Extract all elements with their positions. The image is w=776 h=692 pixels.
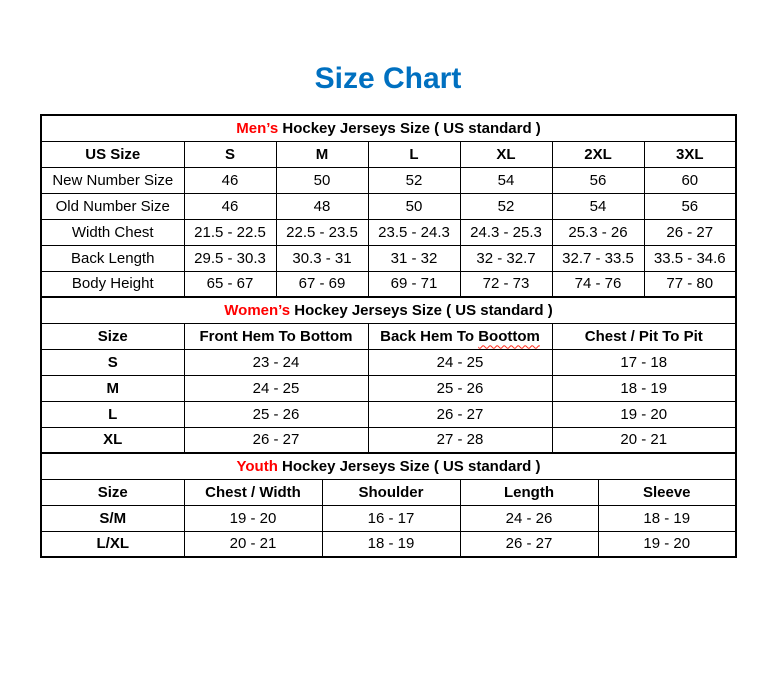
womens-header-row bbox=[41, 323, 736, 349]
table-row bbox=[41, 375, 736, 401]
size-chart bbox=[40, 114, 735, 558]
data-cell: 19 - 20 bbox=[598, 531, 736, 557]
data-cell: 67 - 69 bbox=[276, 271, 368, 297]
data-cell: 24.3 - 25.3 bbox=[460, 219, 552, 245]
data-cell: 69 - 71 bbox=[368, 271, 460, 297]
data-cell: 23.5 - 24.3 bbox=[368, 219, 460, 245]
table-row bbox=[41, 531, 736, 557]
row-label-width-chest: Width Chest bbox=[41, 219, 184, 245]
column-header-l: L bbox=[368, 141, 460, 167]
table-row bbox=[41, 505, 736, 531]
data-cell: 50 bbox=[276, 167, 368, 193]
data-cell: 54 bbox=[460, 167, 552, 193]
youth-band-keyword: Youth bbox=[236, 457, 278, 475]
row-label-old-number-size: Old Number Size bbox=[41, 193, 184, 219]
data-cell: 23 - 24 bbox=[184, 349, 368, 375]
data-cell: 46 bbox=[184, 167, 276, 193]
womens-band-row bbox=[41, 297, 736, 323]
column-header-back-hem bbox=[368, 323, 552, 349]
table-row bbox=[41, 245, 736, 271]
data-cell: 17 - 18 bbox=[552, 349, 736, 375]
table-row bbox=[41, 349, 736, 375]
data-cell: 56 bbox=[644, 193, 736, 219]
row-label-s: S bbox=[41, 349, 184, 375]
row-label-xl: XL bbox=[41, 427, 184, 453]
data-cell: 30.3 - 31 bbox=[276, 245, 368, 271]
data-cell: 29.5 - 30.3 bbox=[184, 245, 276, 271]
data-cell: 18 - 19 bbox=[598, 505, 736, 531]
data-cell: 65 - 67 bbox=[184, 271, 276, 297]
data-cell: 26 - 27 bbox=[184, 427, 368, 453]
column-header-shoulder: Shoulder bbox=[322, 479, 460, 505]
row-label-lxl: L/XL bbox=[41, 531, 184, 557]
data-cell: 19 - 20 bbox=[184, 505, 322, 531]
mens-band-text: Hockey Jerseys Size ( US standard ) bbox=[278, 119, 541, 137]
data-cell: 25 - 26 bbox=[368, 375, 552, 401]
womens-band-text: Hockey Jerseys Size ( US standard ) bbox=[290, 301, 553, 319]
data-cell: 25.3 - 26 bbox=[552, 219, 644, 245]
youth-band-row bbox=[41, 453, 736, 479]
data-cell: 20 - 21 bbox=[552, 427, 736, 453]
data-cell: 16 - 17 bbox=[322, 505, 460, 531]
data-cell: 52 bbox=[368, 167, 460, 193]
column-header-m: M bbox=[276, 141, 368, 167]
data-cell: 18 - 19 bbox=[552, 375, 736, 401]
data-cell: 19 - 20 bbox=[552, 401, 736, 427]
data-cell: 72 - 73 bbox=[460, 271, 552, 297]
data-cell: 24 - 25 bbox=[184, 375, 368, 401]
data-cell: 77 - 80 bbox=[644, 271, 736, 297]
column-header-length: Length bbox=[460, 479, 598, 505]
column-header-chest-pit: Chest / Pit To Pit bbox=[552, 323, 736, 349]
row-label-l: L bbox=[41, 401, 184, 427]
data-cell: 27 - 28 bbox=[368, 427, 552, 453]
row-label-body-height: Body Height bbox=[41, 271, 184, 297]
column-header-front-hem: Front Hem To Bottom bbox=[184, 323, 368, 349]
data-cell: 54 bbox=[552, 193, 644, 219]
data-cell: 20 - 21 bbox=[184, 531, 322, 557]
back-hem-misspelled-word: Boottom bbox=[478, 327, 540, 345]
data-cell: 21.5 - 22.5 bbox=[184, 219, 276, 245]
womens-band-keyword: Women’s bbox=[224, 301, 291, 319]
row-label-sm: S/M bbox=[41, 505, 184, 531]
data-cell: 46 bbox=[184, 193, 276, 219]
data-cell: 60 bbox=[644, 167, 736, 193]
row-label-new-number-size: New Number Size bbox=[41, 167, 184, 193]
column-header-3xl: 3XL bbox=[644, 141, 736, 167]
womens-size-table bbox=[40, 296, 737, 454]
mens-band-keyword: Men’s bbox=[236, 119, 279, 137]
youth-header-row bbox=[41, 479, 736, 505]
data-cell: 48 bbox=[276, 193, 368, 219]
back-hem-text: Back Hem To bbox=[380, 327, 479, 345]
data-cell: 33.5 - 34.6 bbox=[644, 245, 736, 271]
row-label-back-length: Back Length bbox=[41, 245, 184, 271]
data-cell: 52 bbox=[460, 193, 552, 219]
table-row bbox=[41, 401, 736, 427]
data-cell: 74 - 76 bbox=[552, 271, 644, 297]
column-header-size: Size bbox=[41, 479, 184, 505]
table-row bbox=[41, 219, 736, 245]
data-cell: 50 bbox=[368, 193, 460, 219]
table-row bbox=[41, 167, 736, 193]
mens-header-row bbox=[41, 141, 736, 167]
column-header-size: Size bbox=[41, 323, 184, 349]
data-cell: 56 bbox=[552, 167, 644, 193]
data-cell: 22.5 - 23.5 bbox=[276, 219, 368, 245]
table-row bbox=[41, 271, 736, 297]
data-cell: 25 - 26 bbox=[184, 401, 368, 427]
table-row bbox=[41, 193, 736, 219]
data-cell: 24 - 25 bbox=[368, 349, 552, 375]
column-header-xl: XL bbox=[460, 141, 552, 167]
data-cell: 26 - 27 bbox=[460, 531, 598, 557]
column-header-2xl: 2XL bbox=[552, 141, 644, 167]
mens-section-band bbox=[41, 115, 736, 141]
mens-size-table bbox=[40, 114, 737, 298]
data-cell: 26 - 27 bbox=[644, 219, 736, 245]
youth-section-band bbox=[41, 453, 736, 479]
womens-section-band bbox=[41, 297, 736, 323]
mens-band-row bbox=[41, 115, 736, 141]
data-cell: 32 - 32.7 bbox=[460, 245, 552, 271]
data-cell: 32.7 - 33.5 bbox=[552, 245, 644, 271]
youth-size-table bbox=[40, 452, 737, 558]
data-cell: 26 - 27 bbox=[368, 401, 552, 427]
column-header-chest-width: Chest / Width bbox=[184, 479, 322, 505]
data-cell: 31 - 32 bbox=[368, 245, 460, 271]
youth-band-text: Hockey Jerseys Size ( US standard ) bbox=[277, 457, 541, 475]
row-label-m: M bbox=[41, 375, 184, 401]
column-header-us-size: US Size bbox=[41, 141, 184, 167]
table-row bbox=[41, 427, 736, 453]
page-title: Size Chart bbox=[314, 62, 462, 95]
column-header-s: S bbox=[184, 141, 276, 167]
column-header-sleeve: Sleeve bbox=[598, 479, 736, 505]
data-cell: 24 - 26 bbox=[460, 505, 598, 531]
data-cell: 18 - 19 bbox=[322, 531, 460, 557]
